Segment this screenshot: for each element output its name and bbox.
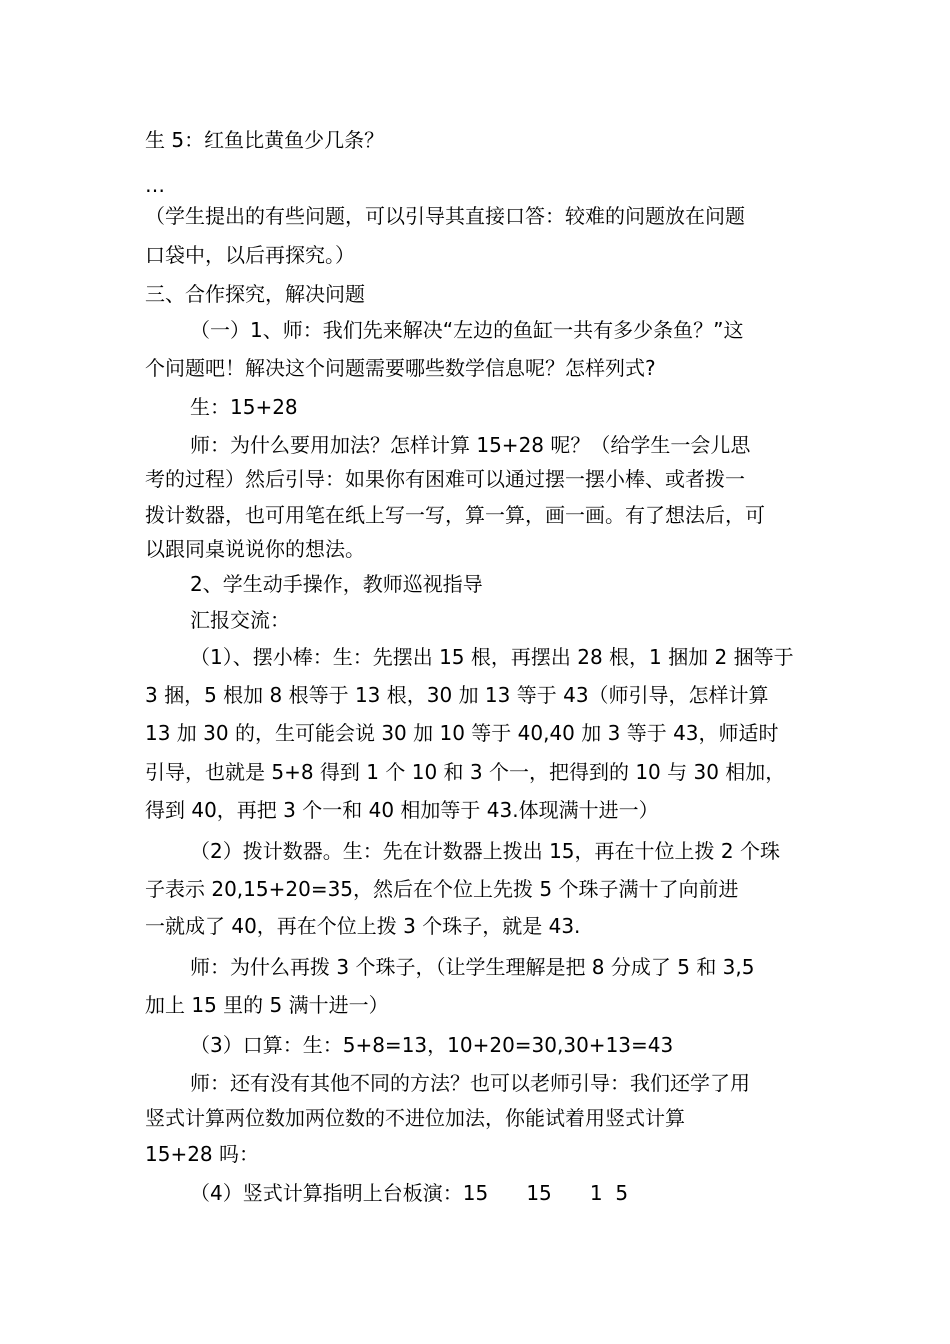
text-line: 个问题吧！解决这个问题需要哪些数学信息呢？怎样列式? [145, 356, 656, 380]
text-line: 生：15+28 [190, 395, 298, 419]
text-line: 得到 40，再把 3 个一和 40 相加等于 43.体现满十进一） [145, 798, 659, 822]
text-line: （4）竖式计算指明上台板演：15 15 1 5 [190, 1181, 629, 1205]
text-line: 加上 15 里的 5 满十进一） [145, 993, 389, 1017]
text-line: （2）拨计数器。生：先在计数器上拨出 15，再在十位上拨 2 个珠 [190, 839, 780, 863]
text-line: 师：还有没有其他不同的方法？也可以老师引导：我们还学了用 [190, 1071, 750, 1095]
text-line: 子表示 20,15+20=35，然后在个位上先拨 5 个珠子满十了向前进 [145, 877, 739, 901]
text-line: 师：为什么要用加法？怎样计算 15+28 呢？（给学生一会儿思 [190, 433, 751, 457]
text-line: 考的过程）然后引导：如果你有困难可以通过摆一摆小棒、或者拨一 [145, 467, 745, 491]
text-line: 一就成了 40，再在个位上拨 3 个珠子，就是 43. [145, 914, 581, 938]
text-line: 引导，也就是 5+8 得到 1 个 10 和 3 个一，把得到的 10 与 30 相加， [145, 760, 786, 784]
text-line: 拨计数器，也可用笔在纸上写一写，算一算，画一画。有了想法后，可 [145, 503, 765, 527]
text-line: 口袋中，以后再探究。） [145, 243, 355, 267]
text-line: （3）口算：生：5+8=13，10+20=30,30+13=43 [190, 1033, 674, 1057]
text-line: （1）、摆小棒：生：先摆出 15 根，再摆出 28 根，1 捆加 2 捆等于 [190, 645, 794, 669]
text-line: … [145, 173, 165, 197]
text-line: 3 捆，5 根加 8 根等于 13 根，30 加 13 等于 43（师引导，怎样计算 [145, 683, 769, 707]
text-line: （一）1、师：我们先来解决“左边的鱼缸一共有多少条鱼？”这 [190, 318, 744, 342]
text-line: （学生提出的有些问题，可以引导其直接口答：较难的问题放在问题 [145, 204, 745, 228]
text-line: 以跟同桌说说你的想法。 [145, 537, 365, 561]
text-line: 13 加 30 的，生可能会说 30 加 10 等于 40,40 加 3 等于 43，师适时 [145, 721, 779, 745]
text-line: 2、学生动手操作，教师巡视指导 [190, 572, 483, 596]
text-line: 15+28 吗： [145, 1142, 260, 1166]
section-heading: 三、合作探究，解决问题 [145, 282, 365, 306]
text-line: 生 5：红鱼比黄鱼少几条？ [145, 128, 385, 152]
text-line: 师：为什么再拨 3 个珠子，（让学生理解是把 8 分成了 5 和 3,5 [190, 955, 755, 979]
text-line: 汇报交流： [190, 608, 290, 632]
text-line: 竖式计算两位数加两位数的不进位加法，你能试着用竖式计算 [145, 1106, 685, 1130]
